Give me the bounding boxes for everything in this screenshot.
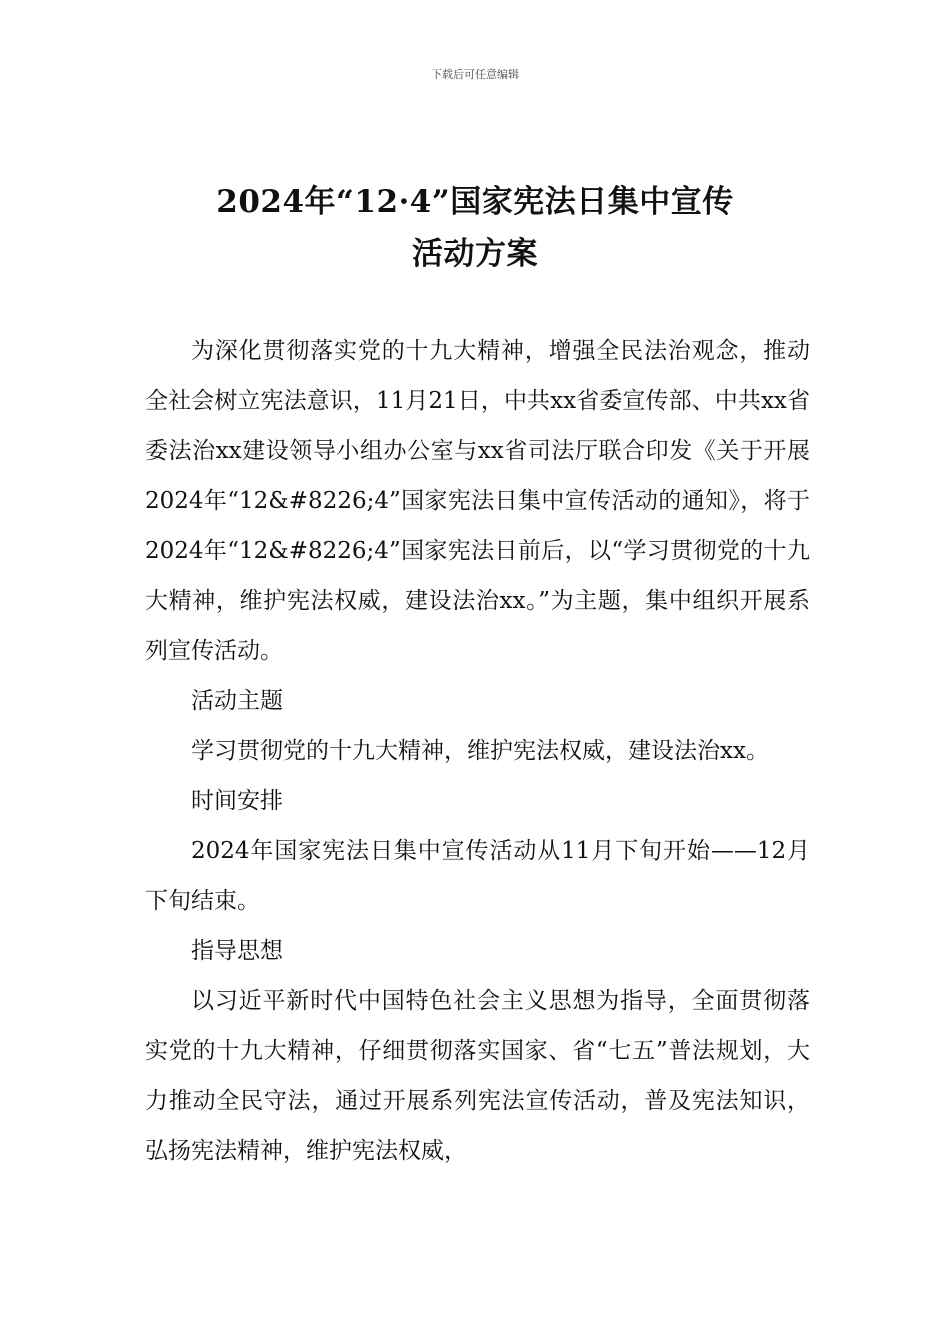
document-body (145, 326, 810, 1176)
schedule-paragraph: 2024年国家宪法日集中宣传活动从11月下旬开始——12月下旬结束。 (145, 838, 810, 914)
schedule-heading: 时间安排 (191, 788, 283, 814)
theme-heading: 活动主题 (191, 688, 283, 714)
guidance-heading: 指导思想 (191, 938, 283, 964)
theme-paragraph: 学习贯彻党的十九大精神，维护宪法权威，建设法治xx。 (191, 738, 769, 764)
header-note: 下载后可任意编辑 (431, 68, 519, 81)
intro-paragraph: 为深化贯彻落实党的十九大精神，增强全民法治观念，推动全社会树立宪法意识，11月21日，中共xx省委宣传部、中共xx省委法治xx建设领导小组办公室与xx省司法厅联合印发《关于开展2024年“12&#8226;4”国家宪法日集中宣传活动的通知》，将于2024年“12&#8226;4”国家宪法日前后，以“学习贯彻党的十九大精神，维护宪法权威，建设法治xx。”为主题，集中组织开展系列宣传活动。 (145, 338, 810, 664)
document-title (0, 176, 950, 280)
title-line-1: 2024年“12·4”国家宪法日集中宣传 (216, 184, 734, 220)
title-line-2: 活动方案 (412, 236, 538, 272)
guidance-paragraph: 以习近平新时代中国特色社会主义思想为指导，全面贯彻落实党的十九大精神，仔细贯彻落实国家、省“七五”普法规划，大力推动全民守法，通过开展系列宪法宣传活动，普及宪法知识，弘扬宪法精神，维护宪法权威， (145, 988, 810, 1164)
